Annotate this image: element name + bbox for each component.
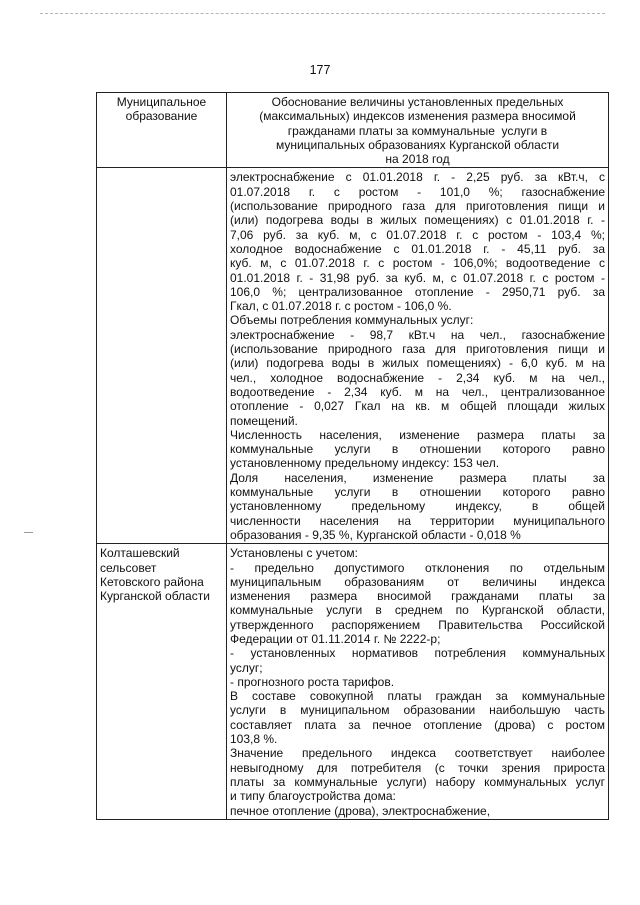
text-line: 103,8 %. bbox=[230, 732, 278, 747]
text-line: Объемы потребления коммунальных услуг: bbox=[230, 313, 474, 328]
text-line: Доля населения, изменение размера платы за bbox=[230, 470, 605, 485]
text-line: 106,0 %; централизованное отопление - 2950,71 руб. за bbox=[230, 284, 605, 299]
text-line: чел., холодное водоснабжение - 2,34 куб. м на чел., bbox=[230, 370, 605, 385]
text-line: численности населения на территории муниципального bbox=[230, 513, 605, 528]
text-line: В составе совокупной платы граждан за коммунальные bbox=[230, 689, 605, 704]
justification-cell bbox=[227, 544, 609, 820]
text-line: (или) подогрева воды в жилых помещениях) - 6,0 куб. м на bbox=[230, 356, 605, 371]
header-line: гражданами платы за коммунальные услуги в bbox=[287, 123, 548, 138]
text-line: 01.01.2018 г. - 31,98 руб. за куб. м, с 01.07.2018 г. с ростом - bbox=[230, 270, 605, 285]
text-line: печное отопление (дрова), электроснабжение, bbox=[230, 803, 491, 818]
text-line: Значение предельного индекса соответствует наиболее bbox=[230, 746, 605, 761]
municipality-cell bbox=[97, 544, 227, 820]
municipality-line: Курганской области bbox=[100, 589, 210, 604]
header-line: (максимальных) индексов изменения размера вносимой bbox=[259, 109, 576, 124]
header-line: муниципальных образованиях Курганской области bbox=[275, 137, 560, 152]
municipality-line: Колташевский bbox=[100, 546, 180, 561]
text-line: 7,06 руб. за куб. м, с 01.07.2018 г. с ростом - 103,4 %; bbox=[230, 227, 605, 242]
text-line: (или) подогрева воды в жилых помещениях) с 01.01.2018 г. - bbox=[230, 213, 605, 228]
text-line: - предельно допустимого отклонения по отдельным bbox=[230, 560, 605, 575]
header-justification bbox=[227, 93, 609, 168]
text-line: помещений. bbox=[230, 413, 298, 428]
text-line: отопление - 0,027 Гкал на кв. м общей площади жилых bbox=[230, 399, 605, 414]
text-line: Численность населения, изменение размера платы за bbox=[230, 427, 605, 442]
table-header-row bbox=[97, 93, 609, 168]
text-line: установленному предельному индексу, в общей bbox=[230, 499, 605, 514]
text-line: куб. м, с 01.07.2018 г. с ростом - 106,0%; водоотведение с bbox=[230, 256, 605, 271]
top-scan-rule bbox=[40, 13, 605, 14]
text-line: изменения размера вносимой гражданами платы за bbox=[230, 589, 605, 604]
text-line: коммунальные услуги в отношении которого равно bbox=[230, 485, 605, 500]
municipality-line: сельсовет bbox=[100, 560, 157, 575]
table-row bbox=[97, 544, 609, 820]
header-line: Обоснование величины установленных предельных bbox=[271, 95, 564, 109]
text-line: установленному предельному индексу: 153 чел. bbox=[230, 456, 500, 471]
text-line: электроснабжение с 01.01.2018 г. - 2,25 руб. за кВт.ч, с bbox=[230, 170, 605, 185]
text-line: услуг; bbox=[230, 660, 263, 675]
text-line: холодное водоснабжение с 01.01.2018 г. - 45,11 руб. за bbox=[230, 241, 605, 256]
indices-table bbox=[96, 92, 609, 820]
header-line: образование bbox=[125, 109, 198, 124]
page-number: 177 bbox=[309, 63, 331, 77]
text-line: Установлены с учетом: bbox=[230, 546, 358, 561]
text-line: образования - 9,35 %, Курганской области - 0,018 % bbox=[230, 527, 521, 542]
header-line: Муниципальное bbox=[116, 95, 207, 109]
text-line: Гкал, с 01.07.2018 г. с ростом - 106,0 %. bbox=[230, 299, 452, 314]
text-line: - прогнозного роста тарифов. bbox=[230, 674, 395, 689]
text-line: муниципальным образованиям от величины индекса bbox=[230, 574, 605, 589]
text-line: (использование природного газа для приготовления пищи и bbox=[230, 199, 605, 214]
text-line: платы за коммунальные услуги) набору коммунальных услуг bbox=[230, 774, 605, 789]
text-line: электроснабжение - 98,7 кВт.ч на чел., газоснабжение bbox=[230, 327, 605, 342]
municipality-line: Кетовского района bbox=[100, 574, 204, 589]
text-line: Федерации от 01.11.2014 г. № 2222-р; bbox=[230, 631, 441, 646]
text-line: - установленных нормативов потребления коммунальных bbox=[230, 646, 605, 661]
municipality-cell bbox=[97, 168, 227, 544]
margin-mark bbox=[24, 532, 33, 533]
header-line: на 2018 год bbox=[385, 152, 450, 167]
text-line: составляет плата за печное отопление (дрова) с ростом bbox=[230, 717, 605, 732]
text-line: 01.07.2018 г. с ростом - 101,0 %; газоснабжение bbox=[230, 184, 605, 199]
header-municipality bbox=[97, 93, 227, 168]
justification-cell bbox=[227, 168, 609, 544]
text-line: невыгодному для потребителя (с точки зрения прироста bbox=[230, 760, 605, 775]
text-line: коммунальные услуги в среднем по Курганской области, bbox=[230, 603, 605, 618]
text-line: и типу благоустройства дома: bbox=[230, 789, 396, 804]
table-row bbox=[97, 168, 609, 544]
text-line: утвержденного распоряжением Правительства Российской bbox=[230, 617, 605, 632]
text-line: коммунальные услуги в отношении которого равно bbox=[230, 442, 605, 457]
text-line: (использование природного газа для приготовления пищи и bbox=[230, 342, 605, 357]
text-line: услуги в муниципальном образовании наибольшую часть bbox=[230, 703, 605, 718]
text-line: водоотведение - 2,34 куб. м на чел., централизованное bbox=[230, 384, 605, 399]
